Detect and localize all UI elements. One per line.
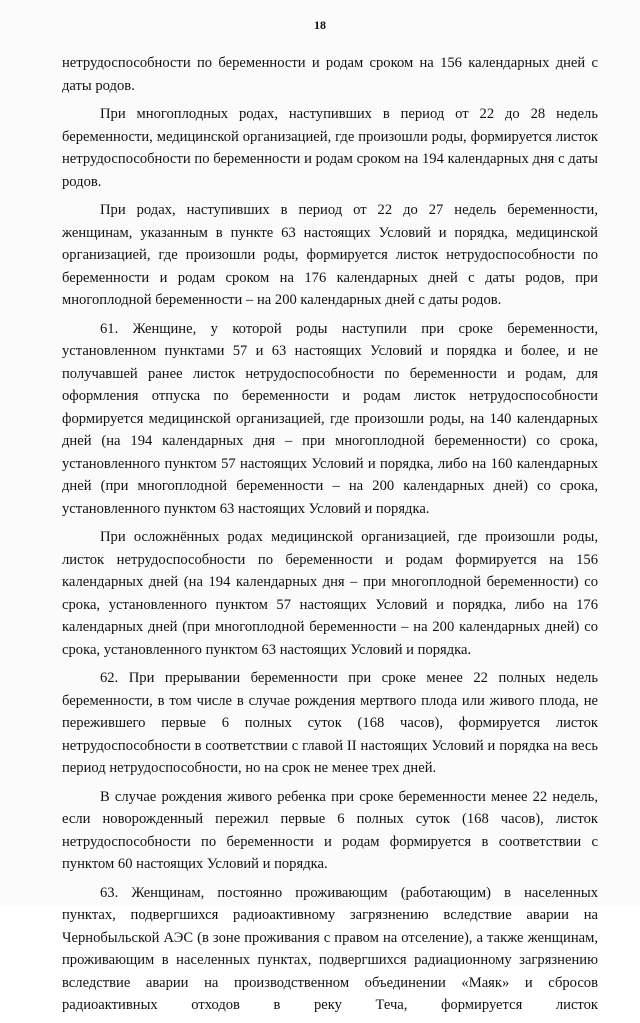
document-body (62, 52, 598, 1023)
paragraph-item-62: 62. При прерывании беременности при сроке менее 22 полных недель беременности, в том числе в случае рождения мертвого плода или живого плода, не пережившего первые 6 полных суток (168 часов), формируется листок нетрудоспособности в соответствии с главой II настоящих Условий и порядка на весь период нетрудоспособности, но на срок не менее трех дней. (62, 670, 598, 776)
paragraph-item-63: 63. Женщинам, постоянно проживающим (работающим) в населенных пунктах, подвергшихся радиоактивному загрязнению вследствие аварии на Чернобыльской АЭС (в зоне проживания с правом на отселение), а также женщинам, проживающим в населенных пунктах, подвергшихся радиационному загрязнению вследствие аварии на производственном объединении «Маяк» и сбросов радиоактивных отходов в реку Теча, формируется листок (62, 884, 598, 1013)
paragraph-item-61: 61. Женщине, у которой роды наступили при сроке беременности, установленном пунктами 57 и 63 настоящих Условий и порядка и более, и не получавшей ранее листок нетрудоспособности по беременности и родам, для оформления отпуска по беременности и родам листок нетрудоспособности формируется медицинской организацией, где произошли роды, на 140 календарных дней (на 194 календарных дня – при многоплодной беременности) со срока, установленного пунктом 57 настоящих Условий и порядка, либо на 160 календарных дней (при многоплодной беременности – на 200 календарных дней) со срока, установленного пунктом 63 настоящих Условий и порядка. (62, 320, 598, 517)
paragraph-complicated-births: При осложнённых родах медицинской организацией, где произошли роды, листок нетрудоспособности по беременности и родам формируется на 156 календарных дней (на 194 календарных дня – при многоплодной беременности) со срока, установленного пунктом 57 настоящих Условий и порядка, либо на 176 календарных дней (при многоплодной беременности – на 200 календарных дней) со срока, установленного пунктом 63 настоящих Условий и порядка. (62, 529, 598, 658)
paragraph-births-22-27-weeks: При родах, наступивших в период от 22 до 27 недель беременности, женщинам, указанным в пункте 63 настоящих Условий и порядка, медицинской организацией, где произошли роды, формируется листок нетрудоспособности по беременности и родам сроком на 176 календарных дней с даты родов, при многоплодной беременности – на 200 календарных дней с даты родов. (62, 202, 598, 308)
paragraph-continuation: нетрудоспособности по беременности и родам сроком на 156 календарных дней с даты родов. (62, 55, 598, 94)
paragraph-multiple-births: При многоплодных родах, наступивших в период от 22 до 28 недель беременности, медицинской организацией, где произошли роды, формируется листок нетрудоспособности по беременности и родам сроком на 194 календарных дня с даты родов. (62, 106, 598, 190)
paragraph-live-birth-under-22-weeks: В случае рождения живого ребенка при сроке беременности менее 22 недель, если новорожденный пережил первые 6 полных суток (168 часов), листок нетрудоспособности по беременности и родам формируется в соответствии с пунктом 60 настоящих Условий и порядка. (62, 788, 598, 872)
page-number: 18 (314, 18, 326, 32)
